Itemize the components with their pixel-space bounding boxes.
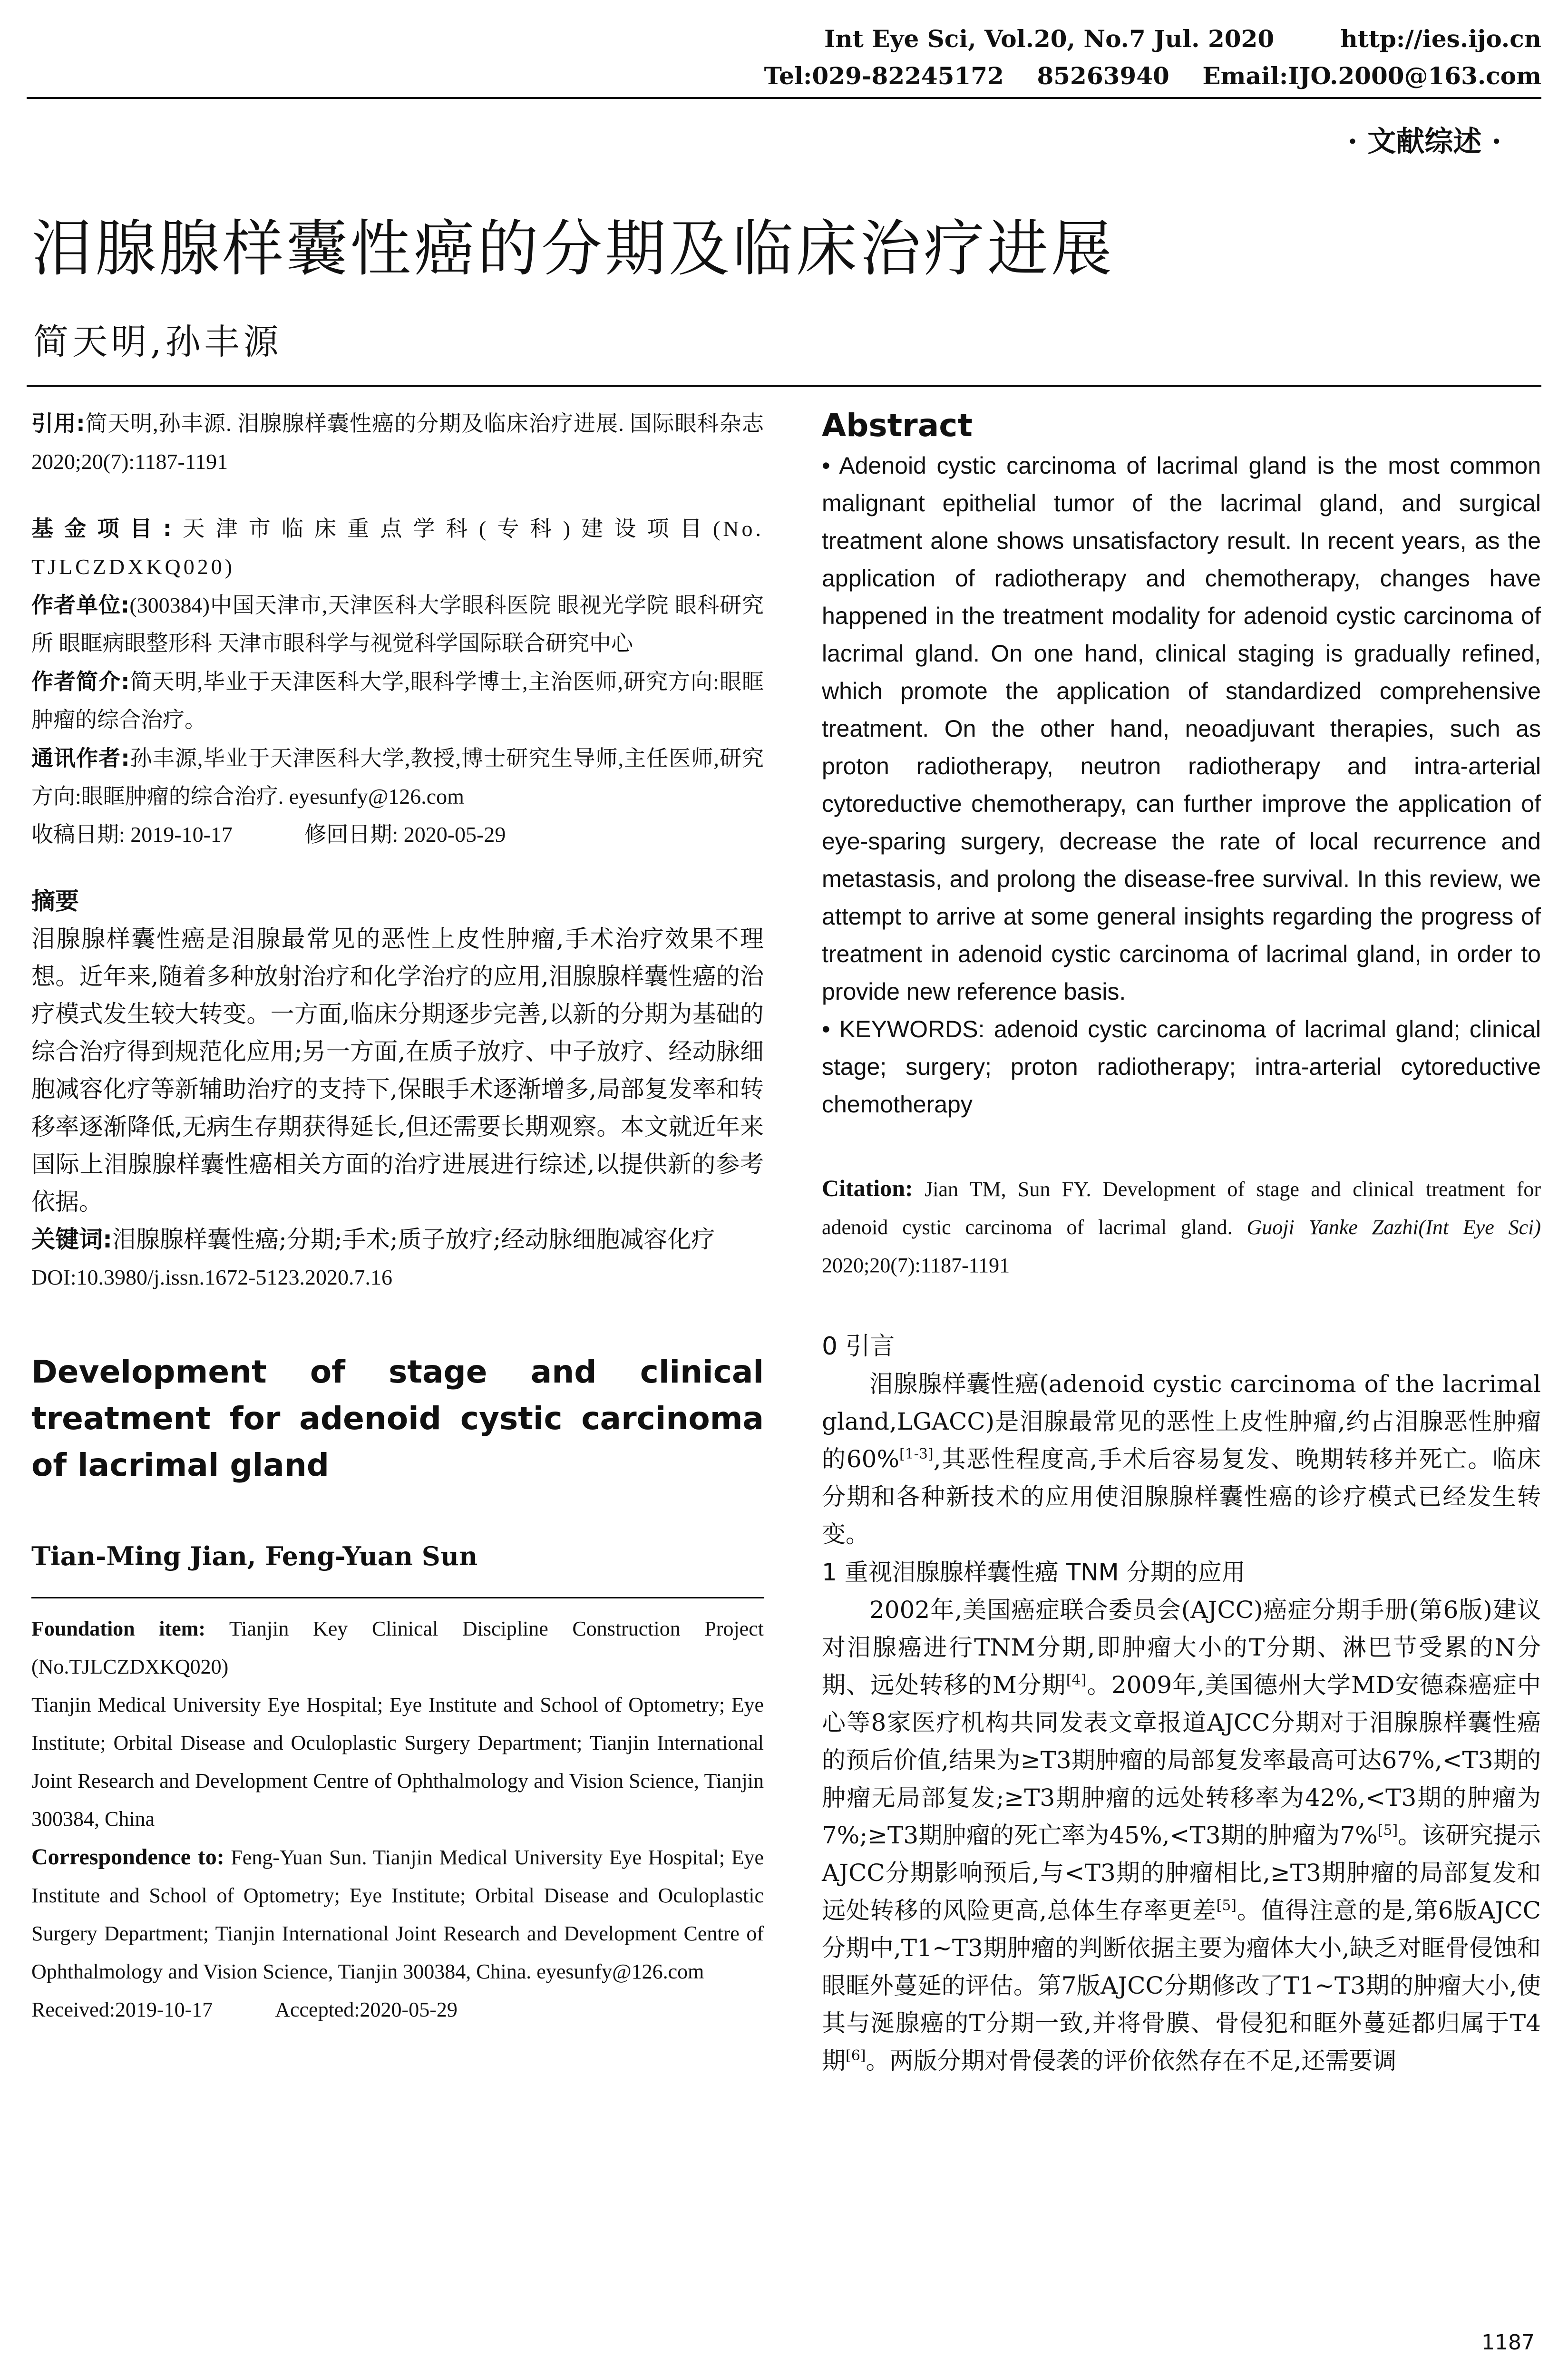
- intro-p1: 泪腺腺样囊性癌(adenoid cystic carcinoma of the lacrimal gland,LGACC)是泪腺最常见的恶性上皮性肿瘤,约占泪腺恶性肿瘤的60%: [822, 1370, 1541, 1473]
- keywords-en: [822, 1011, 1541, 1123]
- citation-en-label: Citation:: [822, 1175, 913, 1201]
- sec1-d: 。值得注意的是,第6版AJCC分期中,T1~T3期肿瘤的判断依据主要为瘤体大小,缺乏对眶骨侵蚀和眼眶外蔓延的评估。第7版AJCC分期修改了T1~T3期的肿瘤大小,使其与涎腺癌的T分期一致,并将骨膜、骨侵犯和眶外蔓延都归属于T4期: [822, 1897, 1541, 2075]
- bio-text: 简天明,毕业于天津医科大学,眼科学博士,主治医师,研究方向:眼眶肿瘤的综合治疗。: [31, 670, 764, 732]
- sec1-ref5b: [5]: [1216, 1897, 1237, 1914]
- journal-info-line: Int Eye Sci, Vol.20, No.7 Jul. 2020 http://ies.ijo.cn: [824, 25, 1541, 53]
- citation-en-text: Jian TM, Sun FY. Development of stage and clinical treatment for adenoid cystic carcinoma of lacrimal gland.: [822, 1178, 1541, 1239]
- received-date-cn: 收稿日期: 2019-10-17: [31, 822, 233, 847]
- intro-ref: [1-3]: [899, 1446, 934, 1462]
- sec1-a: 2002年,美国癌症联合委员会(AJCC)癌症分期手册(第6版)建议对泪腺癌进行TNM分期,即肿瘤大小的T分期、淋巴节受累的N分期、远处转移的M分期: [822, 1596, 1541, 1699]
- english-authors-rule: [31, 1597, 764, 1598]
- page-title: 泪腺腺样囊性癌的分期及临床治疗进展: [31, 214, 1115, 284]
- left-column: [31, 404, 764, 2029]
- section1-paragraph: [822, 1591, 1541, 2080]
- keywords-en-text: adenoid cystic carcinoma of lacrimal gland; clinical stage; surgery; proton radiotherapy; intra-arterial cytoreductive chemotherapy: [822, 1016, 1541, 1118]
- keywords-cn: [31, 1221, 764, 1258]
- dates-cn: [31, 816, 764, 854]
- affiliation-en: Tianjin Medical University Eye Hospital; Eye Institute and School of Optometry; Eye Institute; Orbital Disease and Oculoplastic Surgery Department; Tianjin International Joint Research and Development Centre of Ophthalmology and Vision Science, Tianjin 300384, China: [31, 1693, 764, 1831]
- doi: DOI:10.3980/j.issn.1672-5123.2020.7.16: [31, 1265, 392, 1289]
- corresponding-author: [31, 739, 764, 816]
- citation-cn: [31, 404, 764, 481]
- citation-en-tail: 2020;20(7):1187-1191: [822, 1254, 1010, 1277]
- correspondence-en: [31, 1838, 764, 1991]
- abstract-heading-en: Abstract: [822, 407, 973, 444]
- author-unit: [31, 586, 764, 662]
- page-number: 1187: [1481, 2330, 1535, 2355]
- revised-date-cn: 修回日期: 2020-05-29: [304, 822, 506, 847]
- keywords-cn-text: 泪腺腺样囊性癌;分期;手术;质子放疗;经动脉细胞减容化疗: [112, 1226, 715, 1253]
- citation-en: [822, 1169, 1541, 1285]
- unit-text: (300384)中国天津市,天津医科大学眼科医院 眼视光学院 眼科研究所 眼眶病眼整形科 天津市眼科学与视觉科学国际联合研究中心: [31, 593, 764, 655]
- citation-en-journal: Guoji Yanke Zazhi(Int Eye Sci): [1247, 1216, 1541, 1239]
- bio-label: 作者简介:: [31, 669, 130, 694]
- section-tag: · 文献综述 ·: [1347, 125, 1501, 158]
- foundation-item: [31, 1610, 764, 1686]
- fund-info: [31, 509, 764, 586]
- sec1-ref5a: [5]: [1377, 1822, 1398, 1839]
- accepted-date-en: Accepted:2020-05-29: [275, 1998, 458, 2021]
- abstract-cn: 泪腺腺样囊性癌是泪腺最常见的恶性上皮性肿瘤,手术治疗效果不理想。近年来,随着多种放射治疗和化学治疗的应用,泪腺腺样囊性癌的治疗模式发生较大转变。一方面,临床分期逐步完善,以新的分期为基础的综合治疗得到规范化应用;另一方面,在质子放疗、中子放疗、经动脉细胞减容化疗等新辅助治疗的支持下,保眼手术逐渐增多,局部复发率和转移率逐渐降低,无病生存期获得延长,但还需要长期观察。本文就近年来国际上泪腺腺样囊性癌相关方面的治疗进展进行综述,以提供新的参考依据。: [31, 925, 764, 1216]
- received-date-en: Received:2019-10-17: [31, 1998, 213, 2021]
- unit-label: 作者单位:: [31, 592, 130, 618]
- sec1-ref6: [6]: [846, 2047, 866, 2064]
- corr-text: 孙丰源,毕业于天津医科大学,教授,博士研究生导师,主任医师,研究方向:眼眶肿瘤的综合治疗. eyesunfy@126.com: [31, 746, 764, 809]
- keywords-en-label: • KEYWORDS:: [822, 1016, 985, 1042]
- contact-info-line: Tel:029-82245172 85263940 Email:IJO.2000@163.com: [764, 62, 1541, 90]
- citation-cn-label: 引用:: [31, 410, 85, 436]
- intro-paragraph: [822, 1365, 1541, 1553]
- authors-cn: 简天明,孙丰源: [33, 321, 282, 362]
- intro-p1-tail: ,其恶性程度高,手术后容易复发、晚期转移并死亡。临床分期和各种新技术的应用使泪腺腺样囊性癌的诊疗模式已经发生转变。: [822, 1445, 1541, 1548]
- sec1-e: 。两版分期对骨侵袭的评价依然存在不足,还需要调: [866, 2047, 1397, 2075]
- fund-label: 基金项目:: [31, 516, 175, 541]
- dates-en: [31, 1991, 764, 2029]
- correspondence-label: Correspondence to:: [31, 1844, 224, 1870]
- right-column: [822, 404, 1541, 2080]
- author-bio: [31, 662, 764, 739]
- foundation-text: Tianjin Key Clinical Discipline Construction Project (No.TJLCZDXKQ020): [31, 1617, 764, 1678]
- fund-text: 天津市临床重点学科(专科)建设项目(No. TJLCZDXKQ020): [31, 516, 764, 579]
- title-rule: [27, 385, 1541, 387]
- corr-label: 通讯作者:: [31, 745, 130, 771]
- sec1-b: 。2009年,美国德州大学MD安德森癌症中心等8家医疗机构共同发表文章报道AJCC分期对于泪腺腺样囊性癌的预后价值,结果为≥T3期肿瘤的局部复发率最高可达67%,<T3期的肿瘤无局部复发;≥T3期肿瘤的远处转移率为42%,<T3期的肿瘤为7%;≥T3期肿瘤的死亡率为45%,<T3期的肿瘤为7%: [822, 1671, 1541, 1849]
- sec1-ref4: [4]: [1066, 1672, 1087, 1688]
- abstract-heading-cn: 摘要: [31, 887, 79, 915]
- correspondence-text: Feng-Yuan Sun. Tianjin Medical University Eye Hospital; Eye Institute and School of Optometry; Eye Institute; Orbital Disease and Oculoplastic Surgery Department; Tianjin International Joint Research and Development Centre of Ophthalmology and Vision Science, Tianjin 300384, China. eyesunfy@126.com: [31, 1846, 764, 1983]
- header-rule: [27, 97, 1541, 99]
- english-title: Development of stage and clinical treatment for adenoid cystic carcinoma of lacrimal gland: [31, 1354, 764, 1483]
- intro-heading: 0 引言: [822, 1332, 895, 1361]
- sec1-c: 。该研究提示AJCC分期影响预后,与<T3期的肿瘤相比,≥T3期肿瘤的局部复发和远处转移的风险更高,总体生存率更差: [822, 1822, 1541, 1924]
- english-authors: Tian-Ming Jian, Feng-Yuan Sun: [31, 1541, 478, 1571]
- keywords-cn-label: 关键词:: [31, 1226, 112, 1253]
- abstract-en: • Adenoid cystic carcinoma of lacrimal gland is the most common malignant epithelial tumor of the lacrimal gland, and surgical treatment alone shows unsatisfactory result. In recent years, as the application of radiotherapy and chemotherapy, changes have happened in the treatment modality for adenoid cystic carcinoma of lacrimal gland. On one hand, clinical staging is gradually refined, which promote the application of standardized comprehensive treatment. On the other hand, neoadjuvant therapies, such as proton radiotherapy, neutron radiotherapy and intra-arterial cytoreductive chemotherapy, can further improve the application of eye-sparing surgery, decrease the rate of local recurrence and metastasis, and prolong the disease-free survival. In this review, we attempt to arrive at some general insights regarding the progress of treatment in adenoid cystic carcinoma of lacrimal gland, in order to provide new reference basis.: [822, 452, 1541, 1005]
- foundation-label: Foundation item:: [31, 1617, 205, 1640]
- citation-cn-text: 简天明,孙丰源. 泪腺腺样囊性癌的分期及临床治疗进展. 国际眼科杂志 2020;20(7):1187-1191: [31, 411, 764, 474]
- section1-heading: 1 重视泪腺腺样囊性癌 TNM 分期的应用: [822, 1559, 1246, 1586]
